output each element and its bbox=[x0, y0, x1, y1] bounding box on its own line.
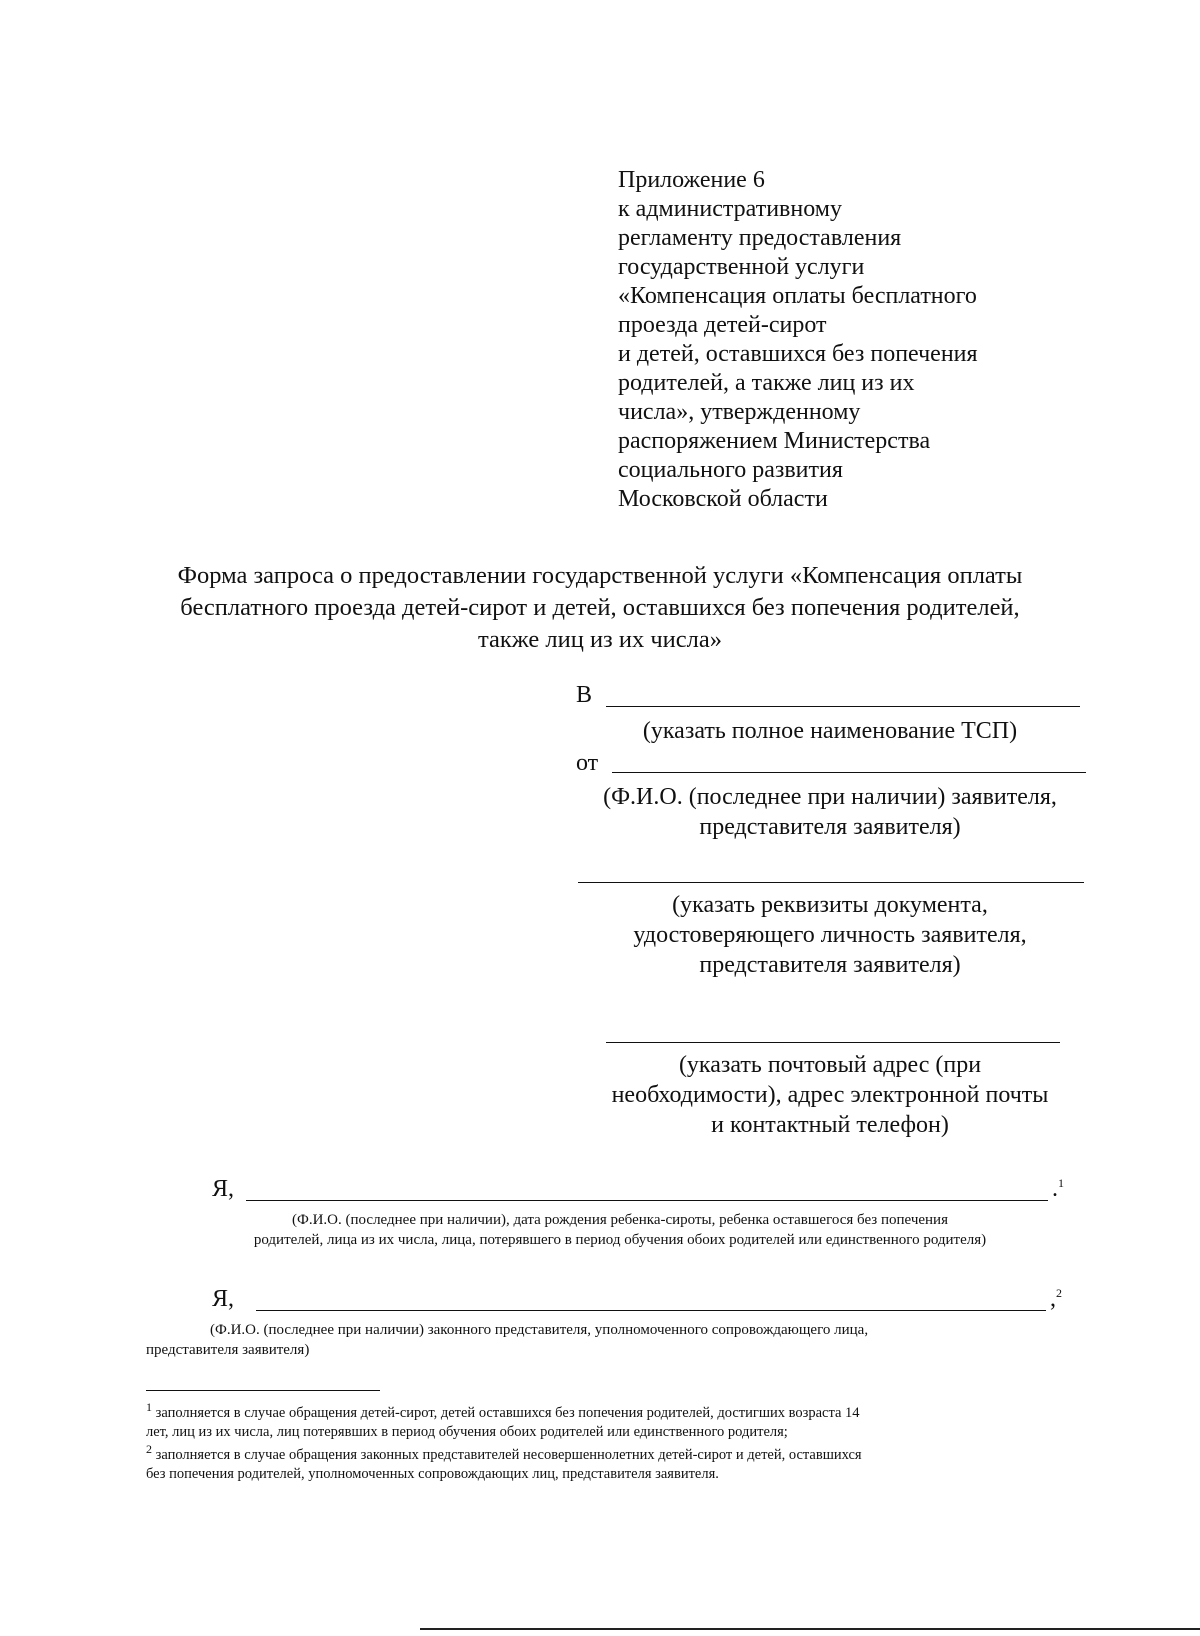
from-caption-line: представителя заявителя) bbox=[699, 814, 961, 840]
to-prefix: В bbox=[576, 682, 593, 708]
footnote-1-line: лет, лиц из их числа, лиц потерявших в период обучения обоих родителей или единственного родителя; bbox=[146, 1423, 788, 1440]
appendix-line: Московской области bbox=[618, 486, 828, 512]
from-caption-line: (Ф.И.О. (последнее при наличии) заявителя, bbox=[603, 784, 1057, 810]
declaration2-field-line[interactable] bbox=[256, 1310, 1046, 1311]
form-title-line: также лиц из их числа» bbox=[477, 626, 723, 653]
to-caption: (указать полное наименование ТСП) bbox=[642, 718, 1018, 744]
from-prefix: от bbox=[576, 750, 599, 776]
appendix-line: Приложение 6 bbox=[618, 167, 765, 193]
id-document-caption-line: представителя заявителя) bbox=[699, 952, 961, 978]
footnote-1 bbox=[146, 1398, 1086, 1442]
address-caption bbox=[560, 1050, 1100, 1140]
address-caption-line: необходимости), адрес электронной почты bbox=[611, 1082, 1049, 1108]
footnote-2-mark: 2 bbox=[146, 1442, 152, 1456]
declaration1-suffix bbox=[1052, 1176, 1064, 1203]
footnote-2 bbox=[146, 1440, 1086, 1484]
declaration2-suffix bbox=[1050, 1286, 1062, 1313]
id-document-field-line[interactable] bbox=[578, 882, 1084, 883]
footnote-separator bbox=[146, 1390, 380, 1391]
appendix-line: распоряжением Министерства bbox=[618, 428, 931, 454]
appendix-line: числа», утвержденному bbox=[618, 399, 861, 425]
address-caption-line: (указать почтовый адрес (при bbox=[678, 1052, 982, 1078]
declaration1-prefix: Я, bbox=[212, 1176, 235, 1202]
id-document-caption-line: (указать реквизиты документа, bbox=[672, 892, 988, 918]
id-document-caption bbox=[560, 890, 1100, 980]
footnote-2-line: без попечения родителей, уполномоченных сопровождающих лиц, представителя заявителя. bbox=[146, 1465, 719, 1482]
declaration2-prefix: Я, bbox=[212, 1286, 235, 1312]
scan-edge-line bbox=[420, 1628, 1200, 1630]
appendix-line: государственной услуги bbox=[618, 254, 865, 280]
appendix-line: и детей, оставшихся без попечения bbox=[618, 341, 978, 367]
appendix-header bbox=[618, 166, 1058, 514]
appendix-line: родителей, а также лиц из их bbox=[618, 370, 915, 396]
from-field-line[interactable] bbox=[612, 772, 1086, 773]
declaration2-caption-line: (Ф.И.О. (последнее при наличии) законного представителя, уполномоченного сопровождающего лица, bbox=[210, 1322, 869, 1338]
footnote-2-line: заполняется в случае обращения законных представителей несовершеннолетних детей-сирот и детей, оставшихся bbox=[155, 1446, 862, 1463]
from-caption bbox=[560, 782, 1100, 842]
form-title-line: бесплатного проезда детей-сирот и детей, оставшихся без попечения родителей, bbox=[180, 594, 1020, 621]
form-title-line: Форма запроса о предоставлении государственной услуги «Компенсация оплаты bbox=[177, 562, 1023, 589]
declaration2-caption-line: представителя заявителя) bbox=[146, 1342, 310, 1358]
footnote-ref-1: 1 bbox=[1058, 1176, 1064, 1190]
declaration1-caption bbox=[150, 1210, 1090, 1250]
appendix-line: социального развития bbox=[618, 457, 843, 483]
appendix-line: проезда детей-сирот bbox=[618, 312, 827, 338]
address-caption-line: и контактный телефон) bbox=[711, 1112, 949, 1138]
appendix-line: к административному bbox=[618, 196, 842, 222]
id-document-caption-line: удостоверяющего личность заявителя, bbox=[633, 922, 1027, 948]
to-field-line[interactable] bbox=[606, 706, 1080, 707]
declaration2-comma: , bbox=[1050, 1286, 1056, 1312]
appendix-line: «Компенсация оплаты бесплатного bbox=[618, 283, 977, 309]
footnote-1-mark: 1 bbox=[146, 1400, 152, 1414]
declaration1-field-line[interactable] bbox=[246, 1200, 1048, 1201]
declaration2-caption bbox=[146, 1320, 1086, 1360]
declaration1-caption-line: (Ф.И.О. (последнее при наличии), дата рождения ребенка-сироты, ребенка оставшегося без попечения bbox=[292, 1212, 948, 1228]
declaration1-period: . bbox=[1052, 1176, 1058, 1202]
appendix-line: регламенту предоставления bbox=[618, 225, 902, 251]
footnote-ref-2: 2 bbox=[1056, 1286, 1062, 1300]
declaration1-caption-line: родителей, лица из их числа, лица, потерявшего в период обучения обоих родителей или единственного родителя) bbox=[253, 1232, 987, 1248]
form-title bbox=[130, 560, 1070, 656]
address-field-line[interactable] bbox=[606, 1042, 1060, 1043]
footnote-1-line: заполняется в случае обращения детей-сирот, детей оставшихся без попечения родителей, достигших возраста 14 bbox=[155, 1404, 860, 1421]
